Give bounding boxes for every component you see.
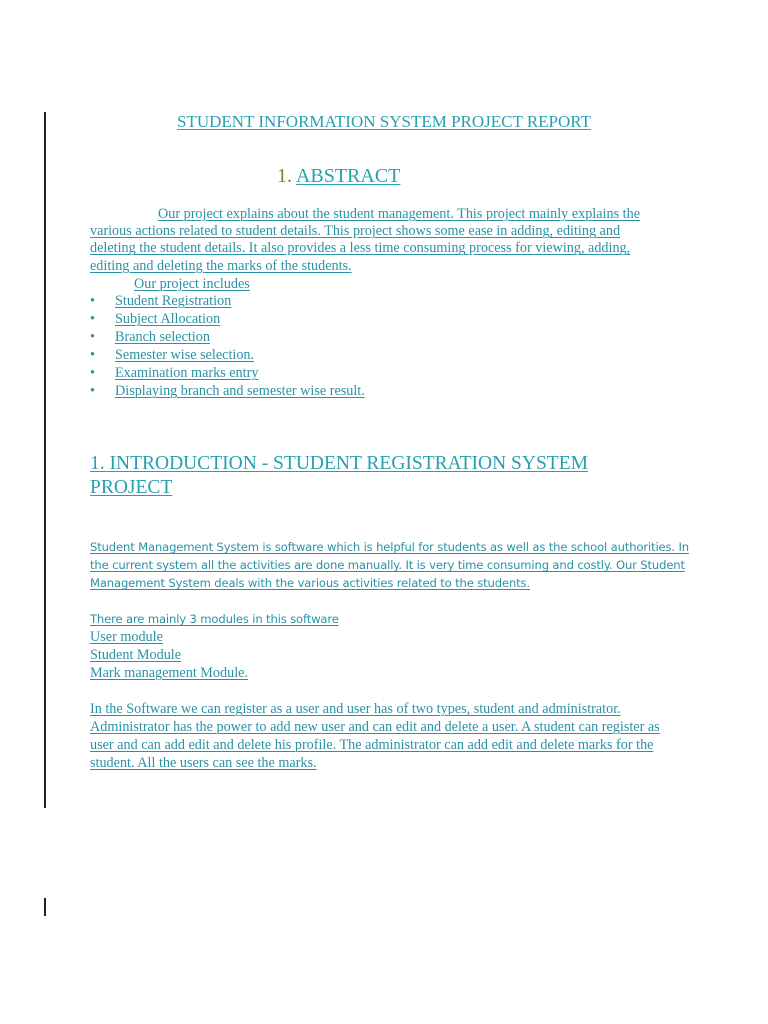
list-item [90,382,365,400]
list-item-label: Displaying branch and semester wise result. [115,383,365,399]
list-item-label: Student Registration [115,293,232,309]
introduction-heading-text: 1. INTRODUCTION - STUDENT REGISTRATION SYSTEM PROJECT [90,453,588,498]
list-item [90,628,248,646]
list-item-text [90,329,210,345]
list-item [90,292,365,310]
left-margin-bar [44,112,46,808]
list-item [90,328,365,346]
bullet-icon: • [90,365,95,381]
list-item-text [90,311,220,327]
list-item-text [90,383,365,399]
module-label: Mark management Module. [90,665,248,681]
abstract-heading-text: ABSTRACT [295,165,401,187]
list-item-label: Semester wise selection. [115,347,255,363]
list-item-label: Subject Allocation [115,311,221,327]
list-item [90,364,365,382]
bullet-icon: • [90,347,95,363]
modules-intro-text: There are mainly 3 modules in this software [90,612,339,626]
software-paragraph [90,700,680,772]
list-item [90,346,365,364]
project-includes-text [90,276,250,292]
text-cursor-bar [44,898,46,916]
introduction-paragraph-text: Student Management System is software which is helpful for students as well as the school authorities. In the current system all the activities are done manually. It is very time consuming and costly. Our Student Management System deals with the various activities related to the students. [90,540,689,590]
software-paragraph-text: In the Software we can register as a user and user has of two types, student and administrator. Administrator has the power to add new user and can edit and delete a user. A student can register as user and can add edit and delete his profile. The administrator can add edit and delete marks for the student. All the users can see the marks. [90,701,660,771]
introduction-heading [90,452,650,500]
project-includes-body: Our project includes [134,276,250,292]
modules-list [90,628,248,682]
abstract-paragraph [90,206,660,275]
abstract-paragraph-body: Our project explains about the student management. This project mainly explains the various actions related to student details. This project shows some ease in adding, editing and deleting the student details. It also provides a less time consuming process for viewing, adding, editing and deleting the marks of the students. [90,206,640,274]
abstract-heading [277,165,400,188]
bullet-icon: • [90,383,95,399]
list-item [90,664,248,682]
list-item-label: Branch selection [115,329,210,345]
list-item-label: Examination marks entry [115,365,259,381]
page-title [0,112,768,132]
abstract-paragraph-text [90,206,640,274]
module-label: Student Module [90,647,182,663]
list-item-text [90,365,258,381]
list-item-text [90,293,231,309]
feature-bullet-list [90,292,365,400]
bullet-icon: • [90,311,95,327]
bullet-icon: • [90,293,95,309]
bullet-icon: • [90,329,95,345]
module-label: User module [90,629,163,645]
list-item [90,646,248,664]
modules-intro [90,610,339,628]
introduction-paragraph [90,538,690,592]
page-title-text: STUDENT INFORMATION SYSTEM PROJECT REPORT [177,112,591,131]
list-item-text [90,347,254,363]
list-item [90,310,365,328]
abstract-number: 1. [277,165,292,187]
project-includes-label [90,276,250,293]
